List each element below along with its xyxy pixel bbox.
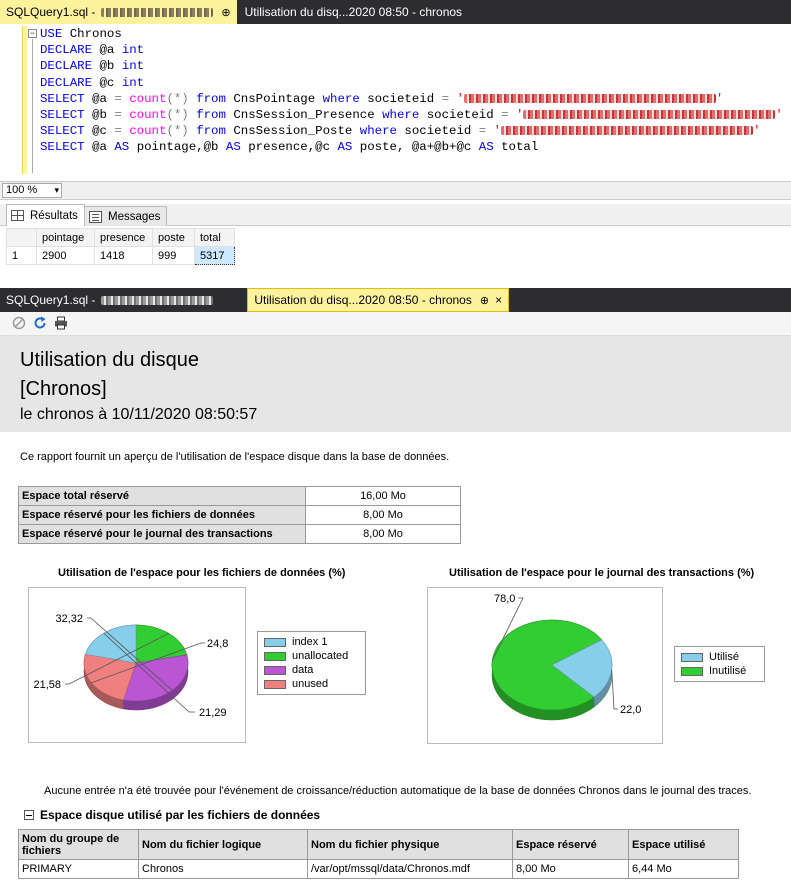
space-summary-table (18, 486, 461, 544)
legend-swatch (264, 666, 286, 675)
zoom-value: 100 % (6, 184, 38, 196)
data-label: 78,0 (494, 593, 516, 605)
legend-item (264, 649, 359, 663)
tab-disk-usage-report[interactable] (237, 0, 468, 24)
tab-messages-label: Messages (108, 210, 161, 223)
code-line-8: SELECT @a AS pointage,@b AS presence,@c AS poste, @a+@b+@c AS total (40, 140, 539, 155)
pie-chart-data-files (28, 587, 246, 743)
legend-item (681, 664, 758, 678)
collapse-icon[interactable]: − (29, 28, 36, 38)
column-header: Espace utilisé (629, 830, 739, 860)
section-header[interactable] (24, 808, 320, 822)
results-pane (0, 226, 791, 288)
grid-cell[interactable]: 999 (153, 247, 195, 265)
redacted-server-name (101, 8, 213, 17)
tab-messages[interactable] (84, 206, 167, 226)
table-header-row (19, 830, 739, 860)
summary-label: Espace réservé pour le journal des transactions (19, 525, 306, 544)
redacted-guid (523, 110, 775, 119)
autogrow-note: Aucune entrée n'a été trouvée pour l'événement de croissance/réduction automatique de la base de données Chronos dans le journal des traces. (44, 785, 752, 797)
tab-sqlquery1[interactable] (0, 0, 237, 24)
chart-title-log: Utilisation de l'espace pour le journal des transactions (%) (449, 567, 755, 579)
legend-swatch (681, 653, 703, 662)
legend-item (264, 635, 359, 649)
row-number[interactable]: 1 (7, 247, 37, 265)
report-tab-strip (0, 288, 791, 312)
column-header[interactable]: presence (95, 229, 153, 247)
summary-label: Espace total réservé (19, 487, 306, 506)
tab-sqlquery1[interactable] (0, 288, 219, 312)
data-label: 24,8 (207, 638, 229, 650)
table-cell: 6,44 Mo (629, 860, 739, 879)
zoom-select[interactable] (2, 183, 62, 198)
legend-label: Inutilisé (709, 665, 747, 677)
sql-code[interactable] (40, 26, 783, 156)
redacted-server-name (101, 296, 213, 305)
tab-sqlquery1-label: SQLQuery1.sql - (6, 293, 96, 307)
table-row (19, 525, 461, 544)
code-line-3: DECLARE @b int (40, 59, 145, 74)
legend-label: unallocated (292, 650, 349, 662)
legend-data-files (257, 631, 366, 695)
code-line-7: SELECT @c = count(*) from CnsSession_Poste where societeid = ' ' (40, 124, 761, 139)
pin-icon[interactable]: ⊕ (479, 294, 490, 307)
column-header[interactable]: total (195, 229, 235, 247)
tab-results-label: Résultats (30, 209, 78, 222)
grid-icon (11, 210, 24, 221)
data-label-leader (612, 669, 618, 709)
legend-swatch (681, 667, 703, 676)
change-tracking-bar (22, 26, 27, 174)
table-cell: Chronos (139, 860, 308, 879)
code-line-2: DECLARE @a int (40, 43, 145, 58)
pie-chart-svg (428, 588, 662, 743)
grid-cell-selected[interactable]: 5317 (195, 247, 235, 265)
fold-guide (32, 39, 33, 173)
stop-icon[interactable] (12, 316, 26, 330)
collapse-icon[interactable] (24, 810, 34, 820)
column-header: Nom du groupe de fichiers (19, 830, 139, 860)
tab-disk-usage-label: Utilisation du disq...2020 08:50 - chronos (254, 293, 472, 307)
column-header[interactable]: pointage (37, 229, 95, 247)
close-icon[interactable]: × (495, 293, 503, 307)
summary-label: Espace réservé pour les fichiers de données (19, 506, 306, 525)
sql-editor[interactable] (0, 24, 791, 182)
legend-log (674, 646, 765, 682)
legend-label: Utilisé (709, 651, 739, 663)
table-row (19, 860, 739, 879)
top-tab-strip (0, 0, 791, 24)
code-line-6: SELECT @b = count(*) from CnsSession_Presence where societeid = ' ' (40, 108, 783, 123)
table-cell: PRIMARY (19, 860, 139, 879)
legend-swatch (264, 652, 286, 661)
table-row (19, 506, 461, 525)
print-icon[interactable] (54, 316, 68, 330)
report-toolbar (0, 312, 791, 336)
data-label: 21,29 (199, 707, 227, 719)
grid-cell[interactable]: 1418 (95, 247, 153, 265)
chevron-down-icon: ▾ (54, 185, 59, 195)
legend-item (264, 677, 359, 691)
refresh-icon[interactable] (33, 316, 47, 330)
row-number-header[interactable] (7, 229, 37, 247)
pie-chart-log (427, 587, 663, 744)
legend-item (264, 663, 359, 677)
results-header-row (7, 229, 235, 247)
summary-value: 16,00 Mo (306, 487, 461, 506)
table-row (7, 247, 235, 265)
tab-sqlquery1-label: SQLQuery1.sql - (6, 5, 96, 19)
report-database: [Chronos] (20, 378, 107, 400)
column-header: Espace réservé (513, 830, 629, 860)
tab-disk-usage-report[interactable] (247, 288, 509, 312)
results-grid[interactable] (6, 228, 235, 265)
report-subtitle: le chronos à 10/11/2020 08:50:57 (20, 406, 258, 423)
column-header[interactable]: poste (153, 229, 195, 247)
chart-title-data-files: Utilisation de l'espace pour les fichiers de données (%) (58, 567, 346, 579)
pin-icon[interactable]: ⊕ (221, 6, 231, 19)
code-line-1: USE Chronos (40, 27, 122, 41)
editor-status-bar (0, 182, 791, 200)
report-description: Ce rapport fournit un aperçu de l'utilisation de l'espace disque dans la base de données. (20, 451, 450, 463)
tab-results[interactable] (6, 204, 85, 226)
table-cell: 8,00 Mo (513, 860, 629, 879)
redacted-guid (464, 94, 716, 103)
column-header: Nom du fichier physique (308, 830, 513, 860)
column-header: Nom du fichier logique (139, 830, 308, 860)
redacted-guid (501, 126, 753, 135)
report-title: Utilisation du disque (20, 349, 199, 371)
table-row (19, 487, 461, 506)
summary-value: 8,00 Mo (306, 525, 461, 544)
legend-label: data (292, 664, 314, 676)
section-title: Espace disque utilisé par les fichiers de données (40, 808, 321, 822)
table-cell: /var/opt/mssql/data/Chronos.mdf (308, 860, 513, 879)
messages-icon (89, 211, 102, 223)
data-label: 22,0 (620, 704, 642, 716)
summary-value: 8,00 Mo (306, 506, 461, 525)
data-label: 21,58 (33, 679, 61, 691)
legend-label: index 1 (292, 636, 328, 648)
legend-label: unused (292, 678, 329, 690)
code-line-5: SELECT @a = count(*) from CnsPointage where societeid = ' ' (40, 91, 724, 106)
pie-chart-svg (29, 588, 245, 742)
legend-swatch (264, 638, 286, 647)
grid-cell[interactable]: 2900 (37, 247, 95, 265)
report-header (0, 336, 791, 432)
legend-item (681, 650, 758, 664)
results-tab-strip (0, 204, 791, 226)
data-label: 32,32 (55, 613, 83, 625)
legend-swatch (264, 680, 286, 689)
code-line-4: DECLARE @c int (40, 75, 145, 90)
data-files-table (18, 829, 739, 879)
tab-disk-usage-label: Utilisation du disq...2020 08:50 - chronos (244, 5, 463, 19)
